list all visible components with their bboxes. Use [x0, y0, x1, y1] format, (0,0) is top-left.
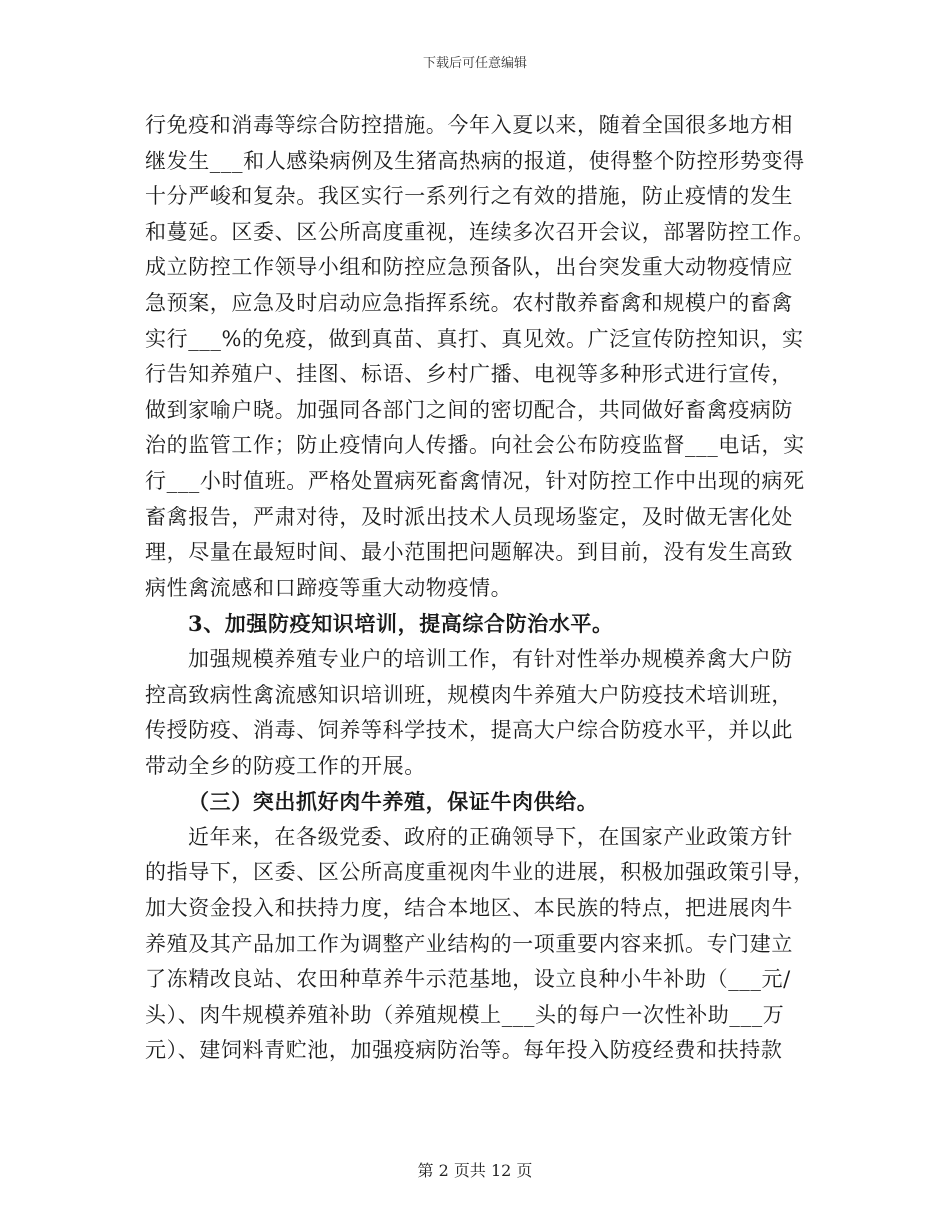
paragraph-line: 实行___%的免疫，做到真苗、真打、真见效。广泛宣传防控知识，实 — [145, 326, 804, 351]
section-heading: （三）突出抓好肉牛养殖，保证牛肉供给。 — [188, 789, 599, 815]
paragraph-line: 治的监管工作；防止疫情向人传播。向社会公布防疫监督___电话，实 — [145, 433, 805, 458]
paragraph-line: 做到家喻户晓。加强同各部门之间的密切配合，共同做好畜禽疫病防 — [145, 397, 793, 422]
paragraph-line: 畜禽报告，严肃对待，及时派出技术人员现场鉴定，及时做无害化处 — [145, 504, 793, 529]
paragraph-line: 继发生___和人感染病例及生猪高热病的报道，使得整个防控形势变得 — [145, 148, 805, 173]
page-footer-number: 第 2 页共 12 页 — [417, 1161, 533, 1180]
paragraph-line: 养殖及其产品加工作为调整产业结构的一项重要内容来抓。专门建立 — [145, 931, 793, 956]
paragraph-line: 加大资金投入和扶持力度，结合本地区、本民族的特点，把进展肉牛 — [145, 896, 793, 921]
paragraph-line: 传授防疫、消毒、饲养等科学技术，提高大户综合防疫水平，并以此 — [145, 718, 793, 743]
paragraph-line: 加强规模养殖专业户的培训工作，有针对性举办规模养禽大户防 — [188, 646, 793, 671]
page-header-note: 下载后可任意编辑 — [422, 56, 527, 71]
document-body — [145, 108, 815, 1069]
paragraph-line: 和蔓延。区委、区公所高度重视，连续多次召开会议，部署防控工作。 — [145, 219, 815, 244]
section-heading: 3、加强防疫知识培训，提高综合防治水平。 — [188, 611, 614, 637]
paragraph-line: 近年来，在各级党委、政府的正确领导下，在国家产业政策方针 — [188, 824, 793, 849]
paragraph-line: 成立防控工作领导小组和防控应急预备队，出台突发重大动物疫情应 — [145, 255, 793, 280]
paragraph-line: 十分严峻和复杂。我区实行一系列行之有效的措施，防止疫情的发生 — [145, 184, 793, 209]
paragraph-line: 行免疫和消毒等综合防控措施。今年入夏以来，随着全国很多地方相 — [145, 113, 793, 137]
paragraph-line: 急预案，应急及时启动应急指挥系统。农村散养畜禽和规模户的畜禽 — [145, 290, 793, 315]
paragraph-line: 元）、建饲料青贮池，加强疫病防治等。每年投入防疫经费和扶持款 — [145, 1038, 783, 1063]
paragraph-line: 行告知养殖户、挂图、标语、乡村广播、电视等多种形式进行宣传， — [145, 362, 793, 387]
paragraph-line: 带动全乡的防疫工作的开展。 — [145, 753, 426, 778]
paragraph-line: 了冻精改良站、农田种草养牛示范基地，设立良种小牛补助（___元/ — [145, 967, 791, 992]
paragraph-line: 头）、肉牛规模养殖补助（养殖规模上___头的每户一次性补助___万 — [145, 1002, 785, 1027]
paragraph-line: 理，尽量在最短时间、最小范围把问题解决。到目前，没有发生高致 — [145, 540, 793, 565]
paragraph-line: 行___小时值班。严格处置病死畜禽情况，针对防控工作中出现的病死 — [145, 468, 805, 493]
paragraph-line: 病性禽流感和口蹄疫等重大动物疫情。 — [145, 575, 513, 600]
paragraph-line: 的指导下，区委、区公所高度重视肉牛业的进展，积极加强政策引导， — [145, 860, 815, 885]
paragraph-line: 控高致病性禽流感知识培训班，规模肉牛养殖大户防疫技术培训班， — [145, 682, 793, 707]
